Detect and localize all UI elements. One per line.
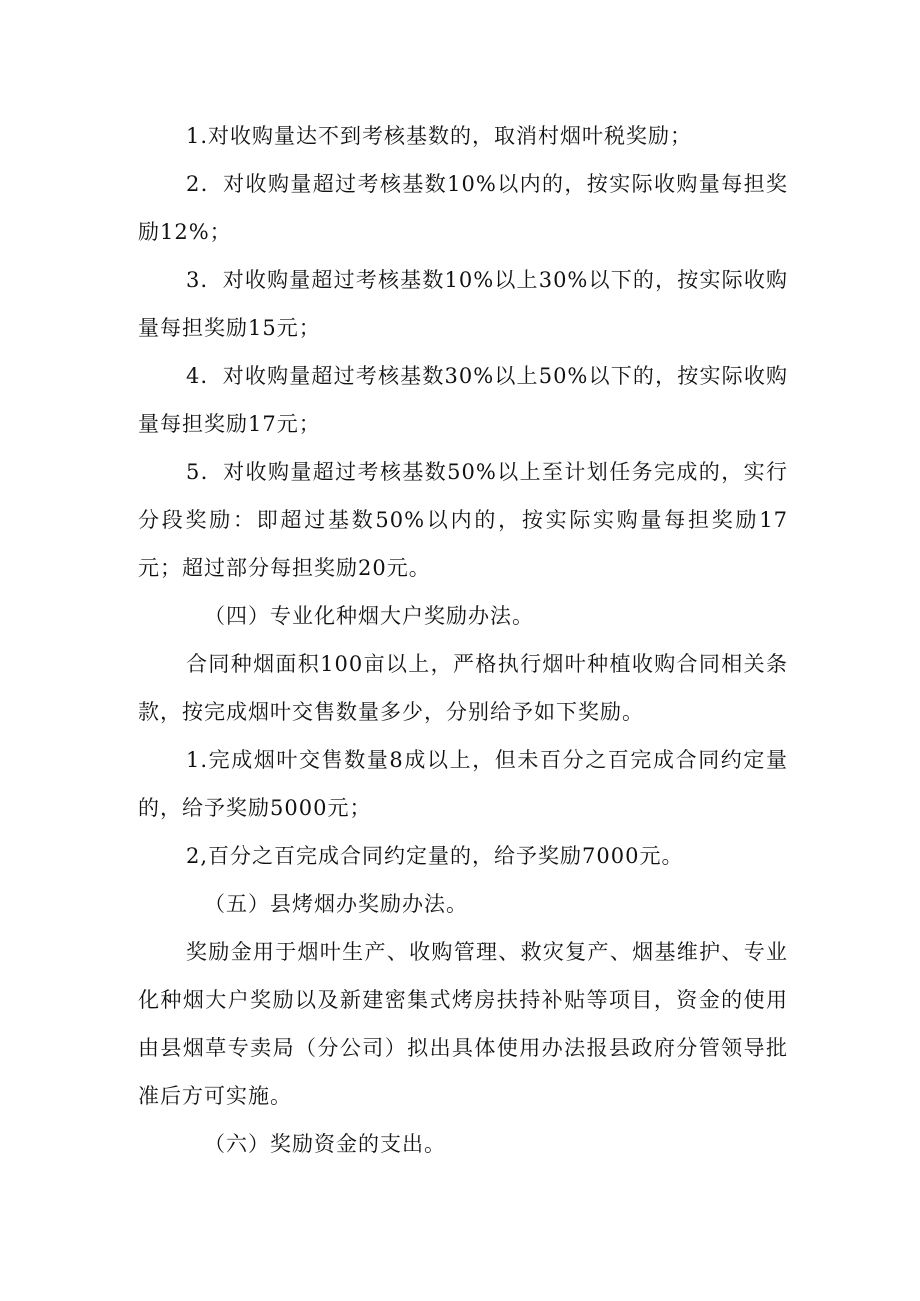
paragraph-contract: 合同种烟面积100亩以上，严格执行烟叶种植收购合同相关条款，按完成烟叶交售数量多少，分别给予如下奖励。 [138, 652, 788, 724]
section-heading-4: （四）专业化种烟大户奖励办法。 [204, 604, 534, 628]
section-heading-6: （六）奖励资金的支出。 [204, 1132, 446, 1156]
paragraph-rule-5: 5．对收购量超过考核基数50%以上至计划任务完成的，实行分段奖励：即超过基数50%以内的，按实际实购量每担奖励17元；超过部分每担奖励20元。 [138, 460, 788, 580]
paragraph-reward-2: 2,百分之百完成合同约定量的，给予奖励7000元。 [186, 844, 684, 868]
paragraph-rule-2: 2．对收购量超过考核基数10%以内的，按实际收购量每担奖励12%； [138, 172, 788, 244]
paragraph-rule-1: 1.对收购量达不到考核基数的，取消村烟叶税奖励； [186, 124, 693, 148]
section-heading-5: （五）县烤烟办奖励办法。 [204, 892, 468, 916]
paragraph-reward-1: 1.完成烟叶交售数量8成以上，但未百分之百完成合同约定量的，给予奖励5000元； [138, 748, 788, 820]
paragraph-fund-usage: 奖励金用于烟叶生产、收购管理、救灾复产、烟基维护、专业化种烟大户奖励以及新建密集式烤房扶持补贴等项目，资金的使用由县烟草专卖局（分公司）拟出具体使用办法报县政府分管领导批准后方可实施。 [138, 940, 788, 1108]
paragraph-rule-4: 4．对收购量超过考核基数30%以上50%以下的，按实际收购量每担奖励17元； [138, 364, 788, 436]
paragraph-rule-3: 3．对收购量超过考核基数10%以上30%以下的，按实际收购量每担奖励15元； [138, 268, 788, 340]
